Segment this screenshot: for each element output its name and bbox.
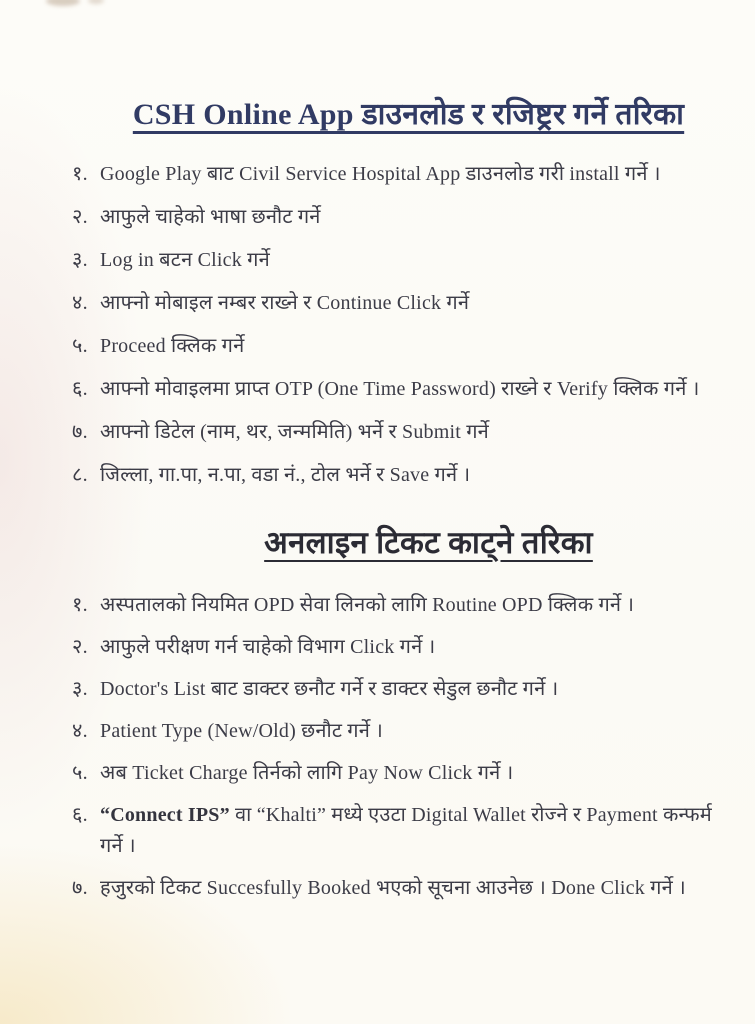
item-text: अस्पतालको नियमित OPD सेवा लिनको लागि Routine OPD क्लिक गर्ने ।	[100, 594, 635, 617]
list-item	[72, 417, 725, 448]
item-number: ६.	[72, 804, 88, 827]
item-number: १.	[72, 162, 88, 185]
list-item	[72, 288, 725, 319]
item-number: ७.	[72, 420, 88, 443]
item-text: आफुले परीक्षण गर्न चाहेको विभाग Click गर्ने ।	[100, 636, 436, 659]
item-number: ६.	[72, 377, 88, 400]
list-item	[72, 590, 725, 621]
item-number: ८.	[72, 463, 88, 486]
list-item	[72, 800, 725, 862]
item-text: आफ्नो डिटेल (नाम, थर, जन्ममिति) भर्ने र Submit गर्ने	[100, 420, 489, 443]
item-text: Proceed क्लिक गर्ने	[100, 334, 245, 357]
item-text-rest: वा “Khalti” मध्ये एउटा Digital Wallet रोज्ने र Payment कन्फर्म गर्ने ।	[100, 804, 712, 858]
item-text: Google Play बाट Civil Service Hospital App डाउनलोड गरी install गर्ने ।	[100, 162, 661, 185]
section2-list	[72, 590, 725, 904]
item-text: Log in बटन Click गर्ने	[100, 248, 270, 271]
item-text: जिल्ला, गा.पा, न.पा, वडा नं., टोल भर्ने र Save गर्ने ।	[100, 463, 471, 486]
item-text: हजुरको टिकट Succesfully Booked भएको सूचना आउनेछ । Done Click गर्ने ।	[100, 877, 686, 900]
item-text	[100, 800, 725, 862]
section1-title: CSH Online App डाउनलोड र रजिष्ट्रर गर्ने तरिका	[132, 98, 685, 131]
list-item	[72, 716, 725, 747]
list-item	[72, 758, 725, 789]
item-number: १.	[72, 594, 88, 617]
item-text: Patient Type (New/Old) छनौट गर्ने ।	[100, 720, 384, 743]
item-text: आफ्नो मोबाइल नम्बर राख्ने र Continue Click गर्ने	[100, 291, 470, 314]
item-number: ५.	[72, 762, 88, 785]
item-number: ३.	[72, 678, 88, 701]
list-item	[72, 674, 725, 705]
item-text: अब Ticket Charge तिर्नको लागि Pay Now Click गर्ने ।	[100, 762, 514, 785]
item-text: आफ्नो मोवाइलमा प्राप्त OTP (One Time Password) राख्ने र Verify क्लिक गर्ने ।	[100, 377, 700, 400]
item-text: आफुले चाहेको भाषा छनौट गर्ने	[100, 205, 321, 228]
item-number: ४.	[72, 720, 88, 743]
list-item	[72, 460, 725, 491]
list-item	[72, 331, 725, 362]
list-item	[72, 632, 725, 663]
item-text-bold: “Connect IPS”	[100, 804, 230, 827]
item-text: Doctor's List बाट डाक्टर छनौट गर्ने र डाक्टर सेडुल छनौट गर्ने ।	[100, 678, 559, 701]
item-number: ५.	[72, 334, 88, 357]
list-item	[72, 202, 725, 233]
list-item	[72, 159, 725, 190]
item-number: ३.	[72, 248, 88, 271]
section1-list	[72, 159, 725, 491]
item-number: २.	[72, 205, 88, 228]
item-number: २.	[72, 636, 88, 659]
item-number: ७.	[72, 877, 88, 900]
section2-title: अनलाइन टिकट काट्ने तरिका	[264, 524, 593, 560]
list-item	[72, 245, 725, 276]
list-item	[72, 374, 725, 405]
item-number: ४.	[72, 291, 88, 314]
list-item	[72, 873, 725, 904]
